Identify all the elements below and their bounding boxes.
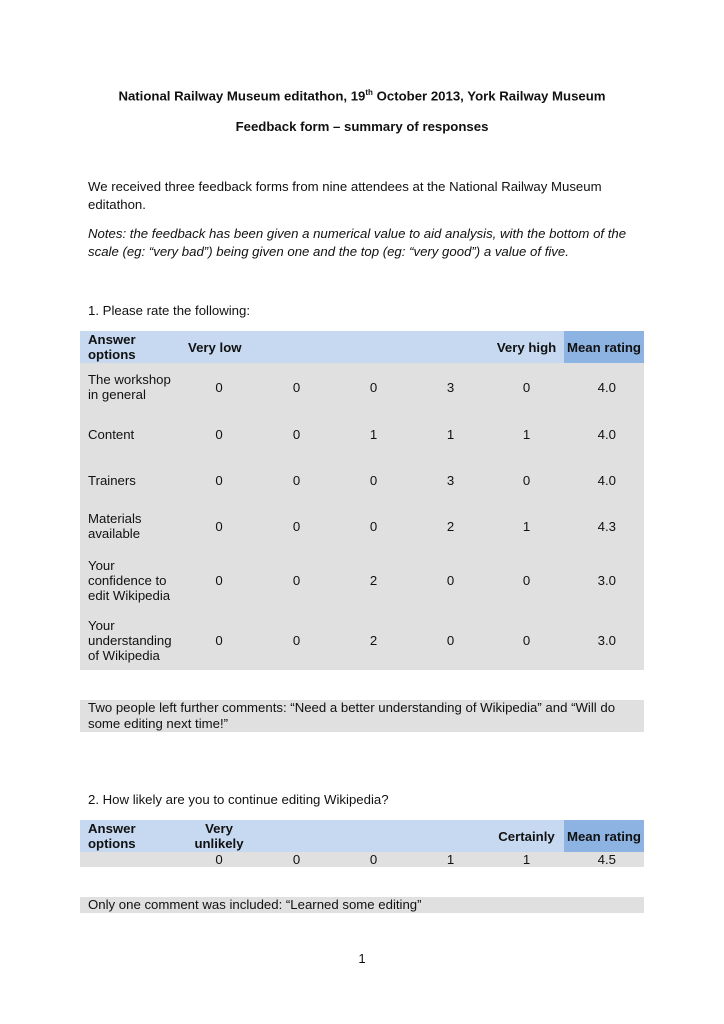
header-blank (412, 331, 489, 363)
rating-cell: 0 (180, 503, 258, 549)
rating-cell: 0 (489, 363, 564, 411)
table-row (80, 611, 644, 670)
rating-cell: 0 (489, 457, 564, 503)
header-very-unlikely: Very unlikely (180, 820, 258, 852)
rating-cell: 1 (489, 411, 564, 457)
table-row (80, 852, 644, 867)
rating-cell: 0 (412, 611, 489, 670)
question-1: 1. Please rate the following: (88, 303, 251, 318)
rating-cell: 0 (489, 611, 564, 670)
header-blank (258, 331, 335, 363)
mean-cell: 4.3 (564, 503, 644, 549)
rating-cell: 0 (258, 363, 335, 411)
header-very-high: Very high (489, 331, 564, 363)
rating-cell: 3 (412, 363, 489, 411)
mean-cell: 4.5 (564, 852, 644, 867)
rating-cell: 2 (335, 611, 412, 670)
rating-cell: 0 (180, 457, 258, 503)
rating-cell: 0 (258, 503, 335, 549)
row-label: Materials available (80, 503, 180, 549)
mean-cell: 3.0 (564, 611, 644, 670)
rating-cell: 0 (412, 549, 489, 611)
rating-cell: 0 (180, 411, 258, 457)
rating-cell: 0 (258, 411, 335, 457)
rating-cell: 0 (335, 363, 412, 411)
rating-cell: 0 (258, 549, 335, 611)
table-header-row (80, 820, 644, 852)
likelihood-table (80, 820, 644, 867)
row-label: Your understanding of Wikipedia (80, 611, 180, 670)
rating-cell: 1 (412, 411, 489, 457)
rating-cell: 1 (489, 503, 564, 549)
rating-cell: 0 (180, 852, 258, 867)
header-certainly: Certainly (489, 820, 564, 852)
q2-comment-box: Only one comment was included: “Learned some editing” (80, 897, 644, 913)
table-row (80, 503, 644, 549)
document-title: National Railway Museum editathon, 19th October 2013, York Railway Museum (118, 88, 606, 104)
mean-cell: 4.0 (564, 411, 644, 457)
rating-cell: 1 (489, 852, 564, 867)
table-row (80, 549, 644, 611)
rating-cell: 0 (258, 457, 335, 503)
rating-cell: 1 (412, 852, 489, 867)
table-row (80, 411, 644, 457)
rating-cell: 0 (180, 611, 258, 670)
rating-cell: 1 (335, 411, 412, 457)
rating-cell: 0 (335, 852, 412, 867)
table-header-row (80, 331, 644, 363)
rating-cell: 2 (335, 549, 412, 611)
mean-cell: 3.0 (564, 549, 644, 611)
rating-cell: 0 (258, 852, 335, 867)
document-subtitle: Feedback form – summary of responses (235, 119, 489, 134)
table-row (80, 457, 644, 503)
row-label: Trainers (80, 457, 180, 503)
rating-cell: 0 (258, 611, 335, 670)
header-blank (258, 820, 335, 852)
row-label: Your confidence to edit Wikipedia (80, 549, 180, 611)
rating-cell: 0 (335, 503, 412, 549)
header-blank (335, 820, 412, 852)
header-answer-options: Answer options (80, 820, 180, 852)
notes-paragraph: Notes: the feedback has been given a numerical value to aid analysis, with the bottom of the scale (eg: “very bad”) being given one and the top (eg: “very good”) a value of five. (88, 226, 627, 259)
header-very-low: Very low (180, 331, 258, 363)
rating-cell: 0 (335, 457, 412, 503)
header-blank (335, 331, 412, 363)
header-mean-rating: Mean rating (564, 820, 644, 852)
header-answer-options: Answer options (80, 331, 180, 363)
rating-cell: 0 (489, 549, 564, 611)
rating-cell: 3 (412, 457, 489, 503)
rating-cell: 2 (412, 503, 489, 549)
header-blank (412, 820, 489, 852)
row-label (80, 852, 180, 867)
header-mean-rating: Mean rating (564, 331, 644, 363)
question-2: 2. How likely are you to continue editing Wikipedia? (88, 792, 389, 807)
mean-cell: 4.0 (564, 363, 644, 411)
mean-cell: 4.0 (564, 457, 644, 503)
ratings-table (80, 331, 644, 670)
q1-comment-box: Two people left further comments: “Need a better understanding of Wikipedia” and “Will do some editing next time!” (80, 700, 644, 732)
rating-cell: 0 (180, 549, 258, 611)
page-number: 1 (358, 951, 366, 966)
row-label: The workshop in general (80, 363, 180, 411)
intro-paragraph: We received three feedback forms from nine attendees at the National Railway Museum editathon. (88, 179, 602, 212)
row-label: Content (80, 411, 180, 457)
table-row (80, 363, 644, 411)
rating-cell: 0 (180, 363, 258, 411)
